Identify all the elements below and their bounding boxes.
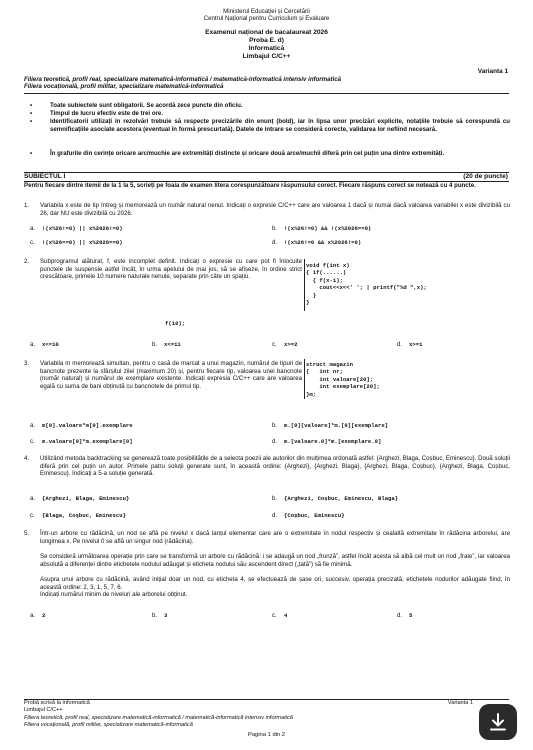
footer-divider: [24, 699, 509, 700]
bullet-4: •: [30, 150, 33, 157]
item-number: 4.: [24, 455, 30, 462]
download-arrow-icon: [488, 712, 508, 732]
option-1d[interactable]: d. !(x%26!=0 && x%2026!=0): [272, 239, 362, 246]
item-3-text: Variabila m memorează simultan, pentru o casă de marcat a unui magazin, numărul de tipuri de bancnote prezente la sfârșitul zilei (maximum 20) și, pentru fiecare tip, valoarea unei bancnote (număr natural) și numărul de exemplare existente. Indicați expresia C/C++ care are valoarea egală cu suma de bani obținută cu bancnotele de primul tip.: [40, 360, 302, 390]
filiera-line-1: Filiera teoretică, profil real, specializare matematică-informatică / matematică-informatică intensiv informatică: [24, 76, 341, 83]
option-4a[interactable]: a. {Arghezi, Blaga, Eminescu}: [30, 495, 130, 502]
option-4b[interactable]: b. {Arghezi, Coșbuc, Eminescu, Blaga}: [272, 495, 399, 502]
section-title: SUBIECTUL I: [24, 173, 66, 180]
section-points: (20 de puncte): [463, 173, 508, 180]
option-1b[interactable]: b. !(x%26!=0) && !(x%2026==0): [272, 225, 372, 232]
item-5-paragraph-3: Asupra unui arbore cu rădăcină, având inițial doar un nod, cu eticheta 4, se efectuează de șase ori, succesiv, operația precizată, etichetele nodurilor adăugate fiind, în această ordine: 2, 3, 1, 5, 7, 6.: [40, 576, 510, 591]
option-1a[interactable]: a. !(x%26!=0) || x%2026!=0): [30, 225, 123, 232]
option-2d[interactable]: d. x>=1: [397, 341, 423, 348]
item-2-text: Subprogramul alăturat, f, este incomplet definit. Indicați o expresie cu care pot fi înlocuite punctele de suspensie astfel încât, în urma apelului de mai jos, să se afișeze, în ordine strict crescătoare, primele 10 numere naturale nenule, separate prin câte un spațiu.: [40, 258, 302, 281]
proba-label: Proba E. d): [249, 37, 284, 44]
option-5a[interactable]: a. 2: [30, 612, 46, 619]
rule-2: Timpul de lucru efectiv este de trei ore.: [50, 110, 163, 117]
footer-exam: Probă scrisă la informatică: [24, 700, 90, 706]
bullet-1: •: [30, 102, 33, 109]
variant-label: Varianta 1: [477, 68, 508, 75]
option-1c[interactable]: c. !(x%26==0) || x%2026==0): [30, 239, 123, 246]
ministry-line: Ministerul Educației și Cercetării: [223, 8, 310, 15]
option-4c[interactable]: c. {Blaga, Coșbuc, Eminescu}: [30, 512, 126, 519]
exam-title: Examenul național de bacalaureat 2026: [205, 29, 328, 36]
language-label: Limbajul C/C++: [242, 53, 291, 60]
item-number: 5.: [24, 530, 30, 537]
item-5-paragraph-2: Se consideră următoarea operație prin care se transformă un arbore cu rădăcină: i se adaugă un nod „frunză”, astfel încât acesta să aibă cel mult un nod „frate”, iar valoarea absolută a diferenței dintre etichetele nodului adăugat și eticheta nodului său ascendent direct („tată”) să fie minimă.: [40, 553, 510, 568]
option-3a[interactable]: a. m[0].valoare*m[0].exemplare: [30, 422, 133, 429]
footer-variant: Varianta 1: [447, 700, 473, 706]
download-button[interactable]: [479, 704, 517, 740]
footer-filiera-2: Filiera vocațională, profil militar, specializare matematică-informatică: [24, 722, 193, 728]
option-2b[interactable]: b. x<=11: [152, 341, 181, 348]
code-divider: [304, 259, 305, 311]
item-3-code: struct magazin { int nr; int valoare[20]; int exemplare[20]; }m;: [306, 361, 380, 398]
item-number: 1.: [24, 202, 30, 209]
item-5-paragraph-4: Indicați numărul minim de niveluri ale arborelui obținut.: [40, 591, 188, 598]
item-1-text: Variabila x este de tip întreg și memorează un număr natural nenul. Indicați o expresie C/C++ care are valoarea 1 dacă și numai dacă valoarea variabilei x este divizibilă cu 26, dar NU este divizibilă cu 2026.: [40, 202, 510, 217]
option-3c[interactable]: c. m.valoare[0]*m.exemplare[0]: [30, 438, 133, 445]
header-divider: [24, 93, 509, 94]
rule-3: Identificatorii utilizați în rezolvări trebuie să respecte precizările din enunț (bold), iar în lipsa unor precizări explicite, notațiile trebuie să corespundă cu semnificațiile asociate acestora (eventual în formă prescurtată). Datele de intrare se consideră corecte, validarea lor nefiind necesară.: [50, 118, 510, 133]
rule-4: În grafurile din cerințe oricare arc/muchie are extremități distincte și oricare două arce/muchii diferă prin cel puțin una dintre extremități.: [50, 150, 445, 157]
option-4d[interactable]: d. {Coșbuc, Eminescu}: [272, 512, 345, 519]
code-divider: [304, 359, 305, 399]
item-2-code: void f(int x) { if(......) { f(x-1); cout<<x<<' '; | printf("%d ",x); } }: [306, 262, 427, 307]
item-number: 3.: [24, 360, 30, 367]
footer-language: Limbajul C/C++: [24, 707, 63, 713]
filiera-line-2: Filiera vocațională, profil militar, specializare matematică-informatică: [24, 83, 224, 90]
subject-label: Informatică: [248, 45, 285, 52]
section-top-divider: [24, 172, 509, 173]
option-3d[interactable]: d. m.[valoare.0]*m.[exemplare.0]: [272, 438, 382, 445]
option-5d[interactable]: d. 5: [397, 612, 413, 619]
item-4-text: Utilizând metoda backtracking se generează toate posibilitățile de a selecta poezii ale autorilor din mulțimea ordonată astfel: {Arghezi, Blaga, Coșbuc, Eminescu}. Două soluții diferă prin cel puțin un autor. Primele patru soluții generate sunt, în această ordine: {Arghezi}, {Arghezi, Blaga}, {Arghezi, Blaga, Coșbuc}, {Arghezi, Blaga, Coșbuc, Eminescu}. Indicați a 5-a soluție generată.: [40, 455, 510, 478]
footer-filiera-1: Filiera teoretică, profil real, specializare matematică-informatică / matematică-informatică intensiv informatică: [24, 715, 293, 721]
item-5-paragraph-1: Într-un arbore cu rădăcină, un nod se află pe nivelul x dacă lanțul elementar care are o extremitate în nodul respectiv și cealaltă extremitate în rădăcina arborelui, are lungimea x. Pe nivelul 0 se află un singur nod (rădăcina).: [40, 530, 510, 545]
option-3b[interactable]: b. m.[0][valoare]*m.[0][exemplare]: [272, 422, 389, 429]
bullet-3: •: [30, 118, 33, 125]
option-5c[interactable]: c. 4: [272, 612, 288, 619]
section-instructions: Pentru fiecare dintre itemii de la 1 la 5, scrieți pe foaia de examen litera corespunzătoare răspunsului corect. Fiecare răspuns corect se notează cu 4 puncte.: [24, 182, 476, 189]
center-line: Centrul Național pentru Curriculum și Evaluare: [203, 15, 330, 22]
page-number: Pagina 1 din 2: [247, 732, 286, 738]
rule-1: Toate subiectele sunt obligatorii. Se acordă zece puncte din oficiu.: [50, 102, 243, 109]
option-2c[interactable]: c. x>=2: [272, 341, 298, 348]
option-5b[interactable]: b. 3: [152, 612, 168, 619]
option-2a[interactable]: a. x<=10: [30, 341, 59, 348]
item-2-call: f(10);: [165, 320, 186, 327]
item-number: 2.: [24, 258, 30, 265]
bullet-2: •: [30, 110, 33, 117]
